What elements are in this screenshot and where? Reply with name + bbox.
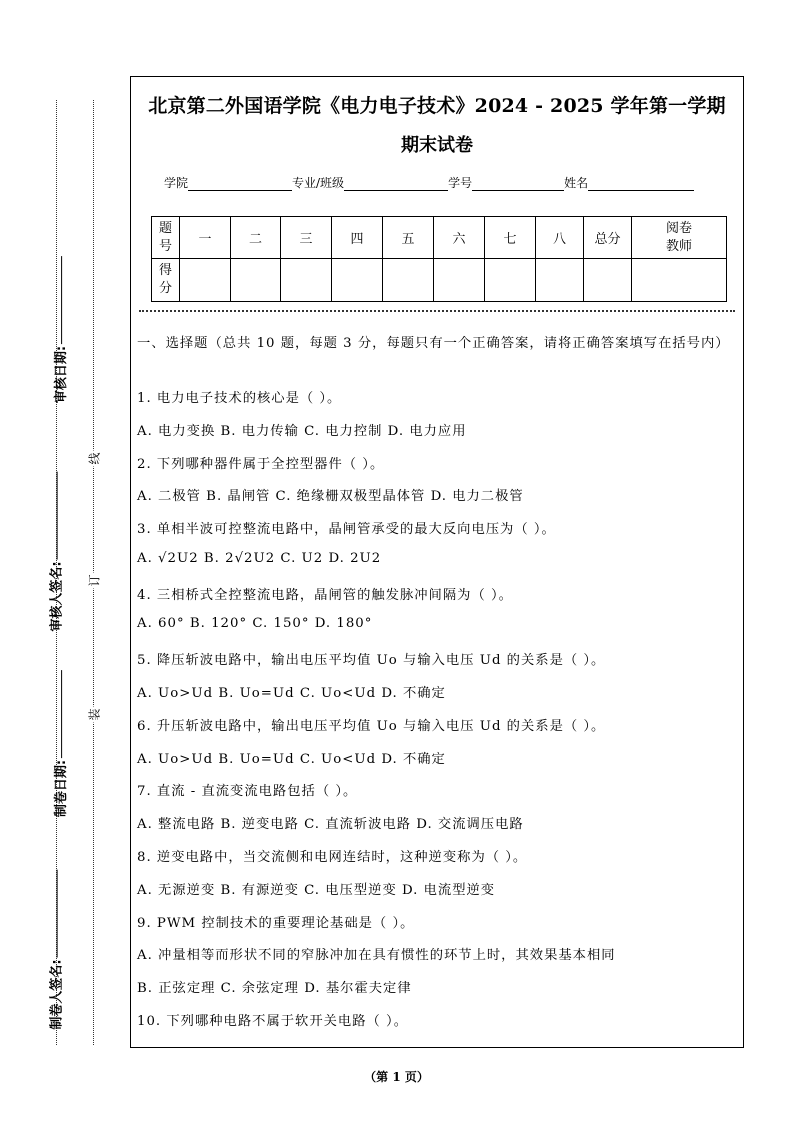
question-6: 6. 升压斩波电路中，输出电压平均值 Uo 与输入电压 Ud 的关系是（ ）。 (137, 719, 606, 734)
score-cell[interactable] (383, 259, 434, 302)
major-class-input[interactable] (344, 178, 448, 191)
exam-subtitle: 期末试卷 (401, 135, 473, 156)
options-7: A. 整流电路 B. 逆变电路 C. 直流斩波电路 D. 交流调压电路 (137, 817, 524, 832)
options-3: A. √2U2 B. 2√2U2 C. U2 D. 2U2 (137, 551, 382, 566)
col-7: 七 (485, 217, 536, 259)
score-cell-grader[interactable] (632, 259, 727, 302)
question-3: 3. 单相半波可控整流电路中，晶闸管承受的最大反向电压为（ ）。 (137, 522, 556, 537)
paper-date-field[interactable]: 制卷日期: (50, 670, 69, 817)
dotted-separator (139, 310, 735, 312)
col-8: 八 (536, 217, 584, 259)
options-4: A. 60° B. 120° C. 150° D. 180° (137, 616, 373, 631)
student-id-input[interactable] (472, 178, 564, 191)
options-1: A. 电力变换 B. 电力传输 C. 电力控制 D. 电力应用 (137, 424, 467, 439)
options-5: A. Uo>Ud B. Uo=Ud C. Uo<Ud D. 不确定 (137, 686, 446, 701)
col-grader: 阅卷 教师 (632, 217, 727, 259)
student-info-row: 学院 专业/班级 学号 姓名 (164, 174, 694, 191)
col-5: 五 (383, 217, 434, 259)
question-9: 9. PWM 控制技术的重要理论基础是（ ）。 (137, 916, 415, 931)
score-cell[interactable] (231, 259, 281, 302)
score-cell[interactable] (332, 259, 383, 302)
col-6: 六 (434, 217, 485, 259)
question-4: 4. 三相桥式全控整流电路，晶闸管的触发脉冲间隔为（ ）。 (137, 588, 513, 603)
score-cell[interactable] (180, 259, 231, 302)
binding-mark-line: 线 (87, 452, 102, 465)
section-1-heading: 一、选择题（总共 10 题，每题 3 分，每题只有一个正确答案，请将正确答案填写在括号内） (137, 336, 730, 351)
score-row-head: 得 分 (152, 259, 180, 302)
exam-sheet (130, 76, 744, 1048)
score-cell[interactable] (281, 259, 332, 302)
page-number: （第 1 页） (364, 1070, 429, 1084)
col-4: 四 (332, 217, 383, 259)
options-9b: B. 正弦定理 C. 余弦定理 D. 基尔霍夫定律 (137, 981, 412, 996)
name-input[interactable] (588, 178, 694, 191)
question-1: 1. 电力电子技术的核心是（ ）。 (137, 391, 342, 406)
score-table-head: 题 号 (152, 217, 180, 259)
options-8: A. 无源逆变 B. 有源逆变 C. 电压型逆变 D. 电流型逆变 (137, 883, 496, 898)
binding-mark-bind: 装 (87, 708, 102, 721)
exam-title: 北京第二外国语学院《电力电子技术》2024 - 2025 学年第一学期 (148, 95, 726, 117)
score-table (151, 216, 727, 302)
options-6: A. Uo>Ud B. Uo=Ud C. Uo<Ud D. 不确定 (137, 752, 446, 767)
col-3: 三 (281, 217, 332, 259)
score-cell[interactable] (536, 259, 584, 302)
question-2: 2. 下列哪种器件属于全控型器件（ ）。 (137, 457, 385, 472)
reviewer-signature-field[interactable]: 审核人签名: (46, 471, 65, 631)
col-total: 总分 (584, 217, 632, 259)
question-7: 7. 直流 - 直流变流电路包括（ ）。 (137, 784, 358, 799)
options-9a: A. 冲量相等而形状不同的窄脉冲加在具有惯性的环节上时，其效果基本相同 (137, 948, 616, 963)
college-input[interactable] (188, 178, 292, 191)
options-2: A. 二极管 B. 晶闸管 C. 绝缘栅双极型晶体管 D. 电力二极管 (137, 489, 524, 504)
question-8: 8. 逆变电路中，当交流侧和电网连结时，这种逆变称为（ ）。 (137, 850, 528, 865)
col-2: 二 (231, 217, 281, 259)
review-date-field[interactable]: 审核日期: (50, 256, 69, 403)
score-cell[interactable] (485, 259, 536, 302)
question-10: 10. 下列哪种电路不属于软开关电路（ ）。 (137, 1014, 408, 1029)
score-cell[interactable] (434, 259, 485, 302)
col-1: 一 (180, 217, 231, 259)
question-5: 5. 降压斩波电路中，输出电压平均值 Uo 与输入电压 Ud 的关系是（ ）。 (137, 653, 606, 668)
paper-maker-signature-field[interactable]: 制卷人签名: (46, 869, 65, 1029)
score-cell-total[interactable] (584, 259, 632, 302)
binding-mark-staple: 订 (87, 574, 102, 587)
